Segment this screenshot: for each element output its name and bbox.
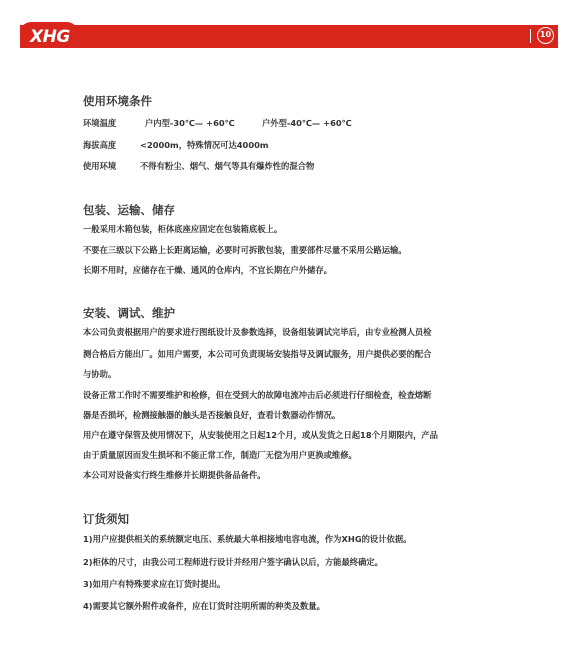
section-title-packing: 包装、运输、储存 <box>83 203 175 217</box>
env-label-altitude: 海拔高度 <box>83 140 117 150</box>
brand-logo: XHG <box>30 27 70 47</box>
install-line: 设备正常工作时不需要维护和检修，但在受到大的故障电流冲击后必须进行仔细检查，检查熔断 <box>83 390 432 400</box>
order-line: 4)需要其它额外附件或备件，应在订货时注明所需的种类及数量。 <box>83 601 325 611</box>
section-title-environment: 使用环境条件 <box>83 94 152 108</box>
section-title-install: 安装、调试、维护 <box>83 306 175 320</box>
env-value-indoor: 户内型-30℃— +60℃ <box>145 118 235 128</box>
env-label-usage: 使用环境 <box>83 161 117 171</box>
install-line: 测合格后方能出厂。如用户需要，本公司可负责现场安装指导及调试服务，用户提供必要的配合 <box>83 349 432 359</box>
install-line: 由于质量原因而发生损坏和不能正常工作，制造厂无偿为用户更换或维修。 <box>83 450 357 460</box>
header-divider <box>530 29 531 43</box>
page-number-badge: 10 <box>537 27 554 44</box>
order-line: 2)柜体的尺寸，由我公司工程师进行设计并经用户签字确认以后，方能最终确定。 <box>83 557 383 567</box>
packing-line: 不要在三级以下公路上长距离运输，必要时可拆散包装，重要部件尽量不采用公路运输。 <box>83 245 407 255</box>
packing-line: 一般采用木箱包装，柜体底座应固定在包装箱底板上。 <box>83 224 283 234</box>
order-line: 1)用户应提供相关的系统额定电压、系统最大单相接地电容电流，作为XHG的设计依据。 <box>83 534 412 544</box>
install-line: 与协助。 <box>83 369 117 379</box>
install-line: 本公司对设备实行终生维修并长期提供备品备件。 <box>83 470 266 480</box>
env-value-altitude: <2000m，特殊情况可达4000m <box>140 140 269 150</box>
install-line: 本公司负责根据用户的要求进行图纸设计及参数选择，设备组装调试完毕后，由专业检测人员检 <box>83 327 432 337</box>
packing-line: 长期不用时，应储存在干燥、通风的仓库内，不宜长期在户外储存。 <box>83 265 332 275</box>
env-label-temperature: 环境温度 <box>83 118 117 128</box>
order-line: 3)如用户有特殊要求应在订货时提出。 <box>83 579 226 589</box>
section-title-order: 订货须知 <box>83 512 129 526</box>
install-line: 器是否损坏，检测接触器的触头是否接触良好，查看计数器动作情况。 <box>83 410 341 420</box>
env-value-outdoor: 户外型-40℃— +60℃ <box>262 118 352 128</box>
header-bar <box>20 25 558 48</box>
env-value-usage: 不得有粉尘、烟气、烟气等具有爆炸性的混合物 <box>140 161 315 171</box>
install-line: 用户在遵守保管及使用情况下，从安装使用之日起12个月，或从发货之日起18个月期限内，产品 <box>83 430 438 440</box>
